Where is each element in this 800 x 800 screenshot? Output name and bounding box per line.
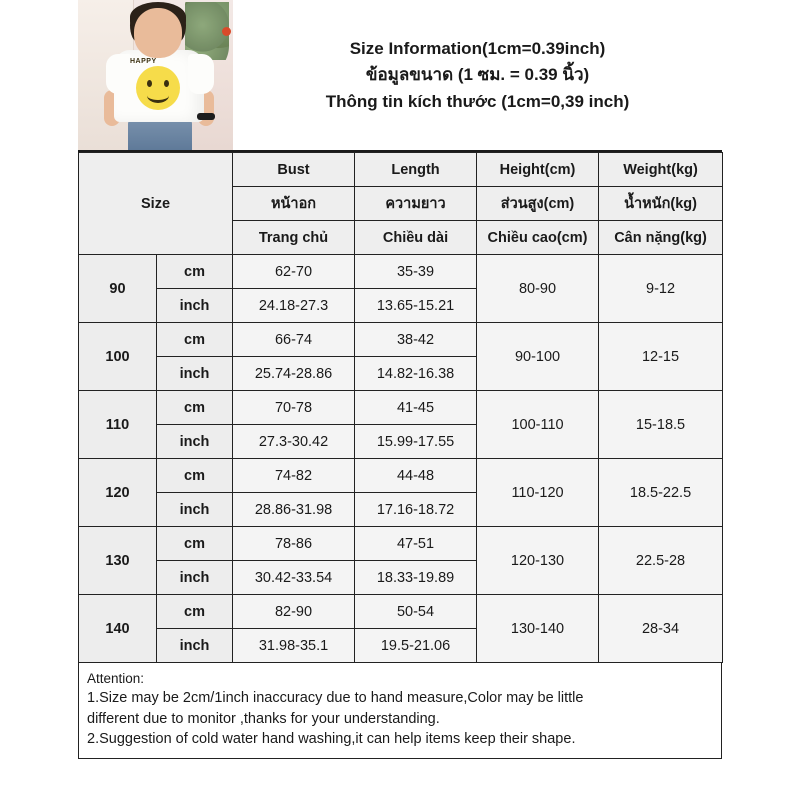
unit-inch: inch	[157, 357, 233, 391]
bust-cm: 62-70	[233, 255, 355, 289]
header-weight-th: น้ำหนัก(kg)	[599, 187, 723, 221]
bust-cm: 66-74	[233, 323, 355, 357]
bust-cm: 82-90	[233, 595, 355, 629]
header-height-th: ส่วนสูง(cm)	[477, 187, 599, 221]
model-right-sleeve	[188, 54, 214, 94]
unit-cm: cm	[157, 459, 233, 493]
length-inch: 14.82-16.38	[355, 357, 477, 391]
weight-range: 15-18.5	[599, 391, 723, 459]
model-left-sleeve	[106, 54, 132, 94]
model-jeans	[128, 118, 192, 150]
unit-inch: inch	[157, 629, 233, 663]
header-bust-en: Bust	[233, 153, 355, 187]
table-row	[79, 527, 723, 561]
size-chart-sheet	[78, 0, 722, 800]
model-head	[134, 8, 182, 58]
unit-cm: cm	[157, 527, 233, 561]
length-inch: 17.16-18.72	[355, 493, 477, 527]
size-value: 120	[79, 459, 157, 527]
attention-title: Attention:	[87, 671, 145, 686]
header-height-en: Height(cm)	[477, 153, 599, 187]
unit-cm: cm	[157, 391, 233, 425]
unit-inch: inch	[157, 425, 233, 459]
length-inch: 19.5-21.06	[355, 629, 477, 663]
length-cm: 38-42	[355, 323, 477, 357]
shirt-graphic-text: HAPPY	[130, 58, 157, 65]
bust-cm: 70-78	[233, 391, 355, 425]
header-height-vi: Chiều cao(cm)	[477, 221, 599, 255]
header-size-label: Size	[79, 153, 233, 255]
bust-cm: 78-86	[233, 527, 355, 561]
table-row	[79, 255, 723, 289]
size-value: 110	[79, 391, 157, 459]
height-range: 120-130	[477, 527, 599, 595]
unit-inch: inch	[157, 289, 233, 323]
title-line-vi: Thông tin kích thước (1cm=0,39 inch)	[325, 91, 630, 111]
weight-range: 12-15	[599, 323, 723, 391]
weight-range: 18.5-22.5	[599, 459, 723, 527]
wristwatch-icon	[197, 113, 215, 120]
length-cm: 50-54	[355, 595, 477, 629]
table-row	[79, 595, 723, 629]
header-length-en: Length	[355, 153, 477, 187]
header-length-vi: Chiều dài	[355, 221, 477, 255]
product-photo	[78, 0, 233, 150]
table-row	[79, 459, 723, 493]
bust-inch: 28.86-31.98	[233, 493, 355, 527]
attention-line-3: 2.Suggestion of cold water hand washing,it can help items keep their shape.	[87, 731, 576, 748]
title-line-en: Size Information(1cm=0.39inch)	[349, 39, 606, 59]
size-value: 140	[79, 595, 157, 663]
height-range: 110-120	[477, 459, 599, 527]
table-row	[79, 391, 723, 425]
weight-range: 28-34	[599, 595, 723, 663]
length-cm: 41-45	[355, 391, 477, 425]
bust-inch: 31.98-35.1	[233, 629, 355, 663]
height-range: 130-140	[477, 595, 599, 663]
length-cm: 44-48	[355, 459, 477, 493]
bust-cm: 74-82	[233, 459, 355, 493]
unit-inch: inch	[157, 493, 233, 527]
title-line-th: ข้อมูลขนาด (1 ซม. = 0.39 นิ้ว)	[365, 65, 590, 85]
header-length-th: ความยาว	[355, 187, 477, 221]
header-weight-vi: Cân nặng(kg)	[599, 221, 723, 255]
header-bust-th: หน้าอก	[233, 187, 355, 221]
header-weight-en: Weight(kg)	[599, 153, 723, 187]
size-value: 130	[79, 527, 157, 595]
bust-inch: 27.3-30.42	[233, 425, 355, 459]
chart-header	[78, 0, 722, 152]
length-cm: 47-51	[355, 527, 477, 561]
bust-inch: 24.18-27.3	[233, 289, 355, 323]
smiley-face-icon	[136, 66, 180, 110]
attention-line-1: 1.Size may be 2cm/1inch inaccuracy due to hand measure,Color may be little	[87, 690, 584, 707]
weight-range: 9-12	[599, 255, 723, 323]
attention-block	[78, 663, 722, 759]
unit-inch: inch	[157, 561, 233, 595]
size-value: 100	[79, 323, 157, 391]
red-dot-icon	[222, 27, 231, 36]
attention-line-2: different due to monitor ,thanks for your understanding.	[87, 710, 440, 727]
unit-cm: cm	[157, 323, 233, 357]
height-range: 80-90	[477, 255, 599, 323]
size-value: 90	[79, 255, 157, 323]
header-bust-vi: Trang chủ	[233, 221, 355, 255]
table-row	[79, 323, 723, 357]
table-header-row-en	[79, 153, 723, 187]
height-range: 90-100	[477, 323, 599, 391]
length-inch: 18.33-19.89	[355, 561, 477, 595]
length-inch: 15.99-17.55	[355, 425, 477, 459]
bust-inch: 25.74-28.86	[233, 357, 355, 391]
bust-inch: 30.42-33.54	[233, 561, 355, 595]
unit-cm: cm	[157, 255, 233, 289]
weight-range: 22.5-28	[599, 527, 723, 595]
unit-cm: cm	[157, 595, 233, 629]
size-table	[78, 152, 723, 663]
height-range: 100-110	[477, 391, 599, 459]
length-inch: 13.65-15.21	[355, 289, 477, 323]
header-title-block	[233, 0, 722, 150]
length-cm: 35-39	[355, 255, 477, 289]
